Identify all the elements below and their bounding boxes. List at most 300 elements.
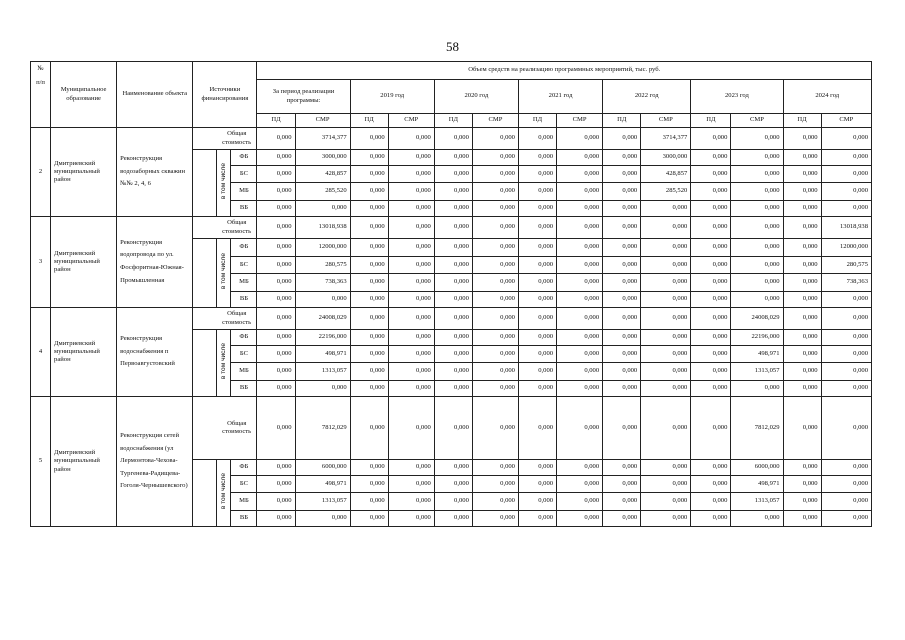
smr-value: 0,000 [557, 292, 603, 308]
smr-value: 1313,057 [731, 493, 783, 511]
smr-value: 0,000 [472, 493, 518, 511]
smr-value: 13018,938 [821, 217, 871, 239]
smr-value: 0,000 [472, 308, 518, 330]
pd-value: 0,000 [603, 257, 641, 274]
pd-value: 0,000 [434, 257, 472, 274]
smr-value: 0,000 [388, 217, 434, 239]
pd-value: 0,000 [350, 274, 388, 292]
smr-value: 0,000 [388, 292, 434, 308]
smr-value: 0,000 [388, 183, 434, 201]
smr-value: 0,000 [731, 274, 783, 292]
object-header: Наименование объекта [117, 62, 193, 128]
pd-value: 0,000 [691, 166, 731, 183]
pd-value: 0,000 [603, 511, 641, 527]
funding-table [30, 61, 872, 527]
pd-value: 0,000 [518, 476, 556, 493]
smr-value: 0,000 [388, 201, 434, 217]
pd-value: 0,000 [518, 346, 556, 363]
pd-value: 0,000 [518, 217, 556, 239]
pd-value: 0,000 [691, 381, 731, 397]
pd-value: 0,000 [518, 460, 556, 476]
pd-value: 0,000 [691, 217, 731, 239]
pd-value: 0,000 [783, 397, 821, 460]
smr-value: 0,000 [472, 397, 518, 460]
num-symbol: № [37, 65, 44, 72]
pd-value: 0,000 [783, 308, 821, 330]
pd-value: 0,000 [257, 150, 295, 166]
source-code: ВБ [231, 201, 257, 217]
smr-value: 7812,029 [295, 397, 350, 460]
total-row [31, 128, 872, 150]
pd-value: 0,000 [783, 330, 821, 346]
pd-value: 0,000 [434, 201, 472, 217]
smr-value: 280,575 [295, 257, 350, 274]
source-code: ВБ [231, 511, 257, 527]
pd-value: 0,000 [691, 460, 731, 476]
smr-value: 498,971 [295, 476, 350, 493]
source-blank [193, 330, 217, 397]
smr-value: 0,000 [557, 166, 603, 183]
smr-header: СМР [821, 114, 871, 128]
pd-value: 0,000 [350, 381, 388, 397]
pd-value: 0,000 [257, 308, 295, 330]
pd-value: 0,000 [603, 128, 641, 150]
pd-value: 0,000 [783, 460, 821, 476]
smr-value: 0,000 [472, 183, 518, 201]
page-number: 58 [446, 39, 459, 54]
total-row [31, 217, 872, 239]
smr-value: 0,000 [472, 511, 518, 527]
year-header: 2023 год [691, 80, 783, 114]
source-code: МБ [231, 363, 257, 381]
pd-value: 0,000 [257, 257, 295, 274]
smr-value: 0,000 [731, 511, 783, 527]
source-blank [193, 397, 217, 460]
including-label: в том числе [219, 473, 227, 510]
pd-value: 0,000 [783, 239, 821, 257]
pd-value: 0,000 [257, 239, 295, 257]
smr-value: 0,000 [388, 493, 434, 511]
smr-value: 24008,029 [731, 308, 783, 330]
pd-value: 0,000 [691, 346, 731, 363]
smr-value: 0,000 [557, 493, 603, 511]
pd-value: 0,000 [783, 363, 821, 381]
smr-value: 0,000 [641, 476, 691, 493]
smr-value: 0,000 [472, 166, 518, 183]
municipality-cell: Дмитриевский муниципальный район [51, 217, 117, 308]
total-row [31, 308, 872, 330]
smr-value: 0,000 [472, 150, 518, 166]
row-number: 2 [31, 128, 51, 217]
pd-value: 0,000 [257, 183, 295, 201]
smr-value: 0,000 [821, 183, 871, 201]
including-label: в том числе [219, 343, 227, 380]
smr-header: СМР [388, 114, 434, 128]
header-row-1 [31, 62, 872, 80]
pd-value: 0,000 [603, 493, 641, 511]
pd-value: 0,000 [518, 239, 556, 257]
num-header [31, 62, 51, 128]
smr-value: 22196,000 [295, 330, 350, 346]
smr-value: 0,000 [557, 346, 603, 363]
pd-value: 0,000 [691, 476, 731, 493]
pd-value: 0,000 [257, 460, 295, 476]
smr-value: 0,000 [821, 511, 871, 527]
pd-value: 0,000 [691, 239, 731, 257]
smr-value: 0,000 [388, 308, 434, 330]
pd-header: ПД [603, 114, 641, 128]
pd-value: 0,000 [350, 201, 388, 217]
smr-value: 0,000 [388, 363, 434, 381]
total-label: Общая стоимость [217, 217, 257, 239]
smr-value: 0,000 [472, 460, 518, 476]
pd-value: 0,000 [603, 292, 641, 308]
smr-value: 6000,000 [295, 460, 350, 476]
smr-value: 12000,000 [821, 239, 871, 257]
smr-value: 0,000 [472, 257, 518, 274]
smr-value: 0,000 [388, 397, 434, 460]
pd-value: 0,000 [350, 397, 388, 460]
pd-value: 0,000 [603, 201, 641, 217]
pd-value: 0,000 [518, 183, 556, 201]
smr-value: 0,000 [557, 330, 603, 346]
source-header: Источники финансирования [193, 62, 257, 128]
pd-value: 0,000 [434, 150, 472, 166]
smr-value: 0,000 [641, 308, 691, 330]
pd-value: 0,000 [518, 166, 556, 183]
pd-value: 0,000 [518, 274, 556, 292]
smr-value: 0,000 [388, 128, 434, 150]
pd-value: 0,000 [603, 381, 641, 397]
pd-value: 0,000 [350, 460, 388, 476]
smr-value: 498,971 [731, 476, 783, 493]
pd-header: ПД [434, 114, 472, 128]
year-header: 2019 год [350, 80, 434, 114]
pd-value: 0,000 [257, 511, 295, 527]
smr-value: 0,000 [557, 183, 603, 201]
pd-value: 0,000 [518, 150, 556, 166]
smr-value: 0,000 [821, 381, 871, 397]
smr-value: 0,000 [295, 201, 350, 217]
smr-value: 0,000 [388, 257, 434, 274]
pd-value: 0,000 [691, 257, 731, 274]
pd-value: 0,000 [518, 257, 556, 274]
pd-value: 0,000 [350, 330, 388, 346]
period-total-header: За период реализации программы: [257, 80, 350, 114]
source-code: БС [231, 166, 257, 183]
smr-value: 0,000 [821, 330, 871, 346]
smr-header: СМР [731, 114, 783, 128]
pd-value: 0,000 [783, 150, 821, 166]
smr-value: 0,000 [641, 493, 691, 511]
municipality-cell: Дмитриевский муниципальный район [51, 128, 117, 217]
pd-value: 0,000 [603, 183, 641, 201]
pd-header: ПД [518, 114, 556, 128]
pd-value: 0,000 [257, 346, 295, 363]
year-header: 2022 год [603, 80, 691, 114]
pd-value: 0,000 [350, 493, 388, 511]
year-header: 2024 год [783, 80, 871, 114]
smr-value: 0,000 [388, 166, 434, 183]
pd-value: 0,000 [434, 308, 472, 330]
smr-value: 285,520 [641, 183, 691, 201]
smr-value: 498,971 [731, 346, 783, 363]
pd-value: 0,000 [350, 217, 388, 239]
smr-value: 3000,000 [641, 150, 691, 166]
smr-value: 0,000 [557, 150, 603, 166]
pd-header: ПД [257, 114, 295, 128]
total-label: Общая стоимость [217, 308, 257, 330]
smr-value: 0,000 [641, 460, 691, 476]
smr-value: 0,000 [472, 363, 518, 381]
object-cell: Реконструкция сетей водоснабжения (ул Лермонтова-Чехова-Тургенева-Радищева-Гоголя-Чернышевского) [117, 397, 193, 527]
pd-value: 0,000 [257, 128, 295, 150]
smr-value: 22196,000 [731, 330, 783, 346]
row-number: 3 [31, 217, 51, 308]
pd-value: 0,000 [434, 476, 472, 493]
smr-value: 428,857 [641, 166, 691, 183]
pd-value: 0,000 [691, 150, 731, 166]
pd-value: 0,000 [518, 381, 556, 397]
smr-value: 738,363 [295, 274, 350, 292]
pd-value: 0,000 [518, 511, 556, 527]
smr-header: СМР [472, 114, 518, 128]
smr-value: 0,000 [641, 363, 691, 381]
source-code: МБ [231, 274, 257, 292]
smr-value: 0,000 [821, 201, 871, 217]
pd-value: 0,000 [783, 257, 821, 274]
pd-value: 0,000 [691, 292, 731, 308]
smr-value: 0,000 [731, 381, 783, 397]
pd-value: 0,000 [434, 128, 472, 150]
pd-value: 0,000 [603, 217, 641, 239]
smr-value: 24008,029 [295, 308, 350, 330]
total-row [31, 397, 872, 460]
smr-value: 0,000 [388, 330, 434, 346]
smr-value: 0,000 [641, 201, 691, 217]
source-code: ФБ [231, 239, 257, 257]
pd-value: 0,000 [257, 363, 295, 381]
total-label: Общая стоимость [217, 128, 257, 150]
smr-value: 0,000 [641, 292, 691, 308]
smr-value: 0,000 [557, 476, 603, 493]
pd-value: 0,000 [603, 363, 641, 381]
smr-value: 13018,938 [295, 217, 350, 239]
pd-value: 0,000 [257, 274, 295, 292]
year-header: 2020 год [434, 80, 518, 114]
smr-value: 0,000 [472, 292, 518, 308]
pd-value: 0,000 [518, 363, 556, 381]
pd-value: 0,000 [691, 330, 731, 346]
smr-value: 285,520 [295, 183, 350, 201]
pd-value: 0,000 [257, 292, 295, 308]
smr-value: 7812,029 [731, 397, 783, 460]
smr-value: 0,000 [641, 381, 691, 397]
smr-value: 0,000 [557, 257, 603, 274]
smr-value: 498,971 [295, 346, 350, 363]
smr-value: 0,000 [821, 292, 871, 308]
smr-value: 0,000 [641, 511, 691, 527]
smr-value: 0,000 [641, 239, 691, 257]
smr-value: 0,000 [388, 346, 434, 363]
row-number: 5 [31, 397, 51, 527]
funds-header: Объем средств на реализацию программных мероприятий, тыс. руб. [257, 62, 872, 80]
smr-value: 0,000 [557, 128, 603, 150]
pd-value: 0,000 [783, 381, 821, 397]
including-label: в том числе [219, 253, 227, 290]
pd-value: 0,000 [434, 381, 472, 397]
source-blank [193, 239, 217, 308]
pd-value: 0,000 [691, 397, 731, 460]
including-label: в том числе [219, 163, 227, 200]
including-cell [217, 460, 231, 527]
smr-header: СМР [641, 114, 691, 128]
pd-value: 0,000 [603, 274, 641, 292]
smr-value: 0,000 [731, 257, 783, 274]
smr-value: 0,000 [295, 381, 350, 397]
smr-value: 280,575 [821, 257, 871, 274]
pd-value: 0,000 [350, 239, 388, 257]
smr-value: 0,000 [641, 257, 691, 274]
smr-value: 0,000 [472, 274, 518, 292]
smr-value: 0,000 [472, 381, 518, 397]
num-sub: п/п [36, 79, 45, 87]
smr-value: 0,000 [557, 239, 603, 257]
including-cell [217, 330, 231, 397]
smr-value: 0,000 [821, 150, 871, 166]
pd-value: 0,000 [257, 493, 295, 511]
total-label: Общая стоимость [217, 397, 257, 460]
pd-value: 0,000 [434, 274, 472, 292]
source-code: БС [231, 476, 257, 493]
smr-header: СМР [295, 114, 350, 128]
source-blank [193, 308, 217, 330]
source-blank [193, 128, 217, 150]
pd-value: 0,000 [350, 128, 388, 150]
pd-header: ПД [691, 114, 731, 128]
pd-value: 0,000 [691, 363, 731, 381]
smr-value: 0,000 [472, 201, 518, 217]
source-blank [193, 217, 217, 239]
pd-header: ПД [783, 114, 821, 128]
source-code: МБ [231, 183, 257, 201]
smr-value: 0,000 [388, 150, 434, 166]
smr-value: 0,000 [557, 217, 603, 239]
row-number: 4 [31, 308, 51, 397]
smr-value: 0,000 [731, 217, 783, 239]
pd-value: 0,000 [434, 460, 472, 476]
object-cell: Реконструкция водоснабжения п Первоавгустовский [117, 308, 193, 397]
smr-value: 0,000 [388, 274, 434, 292]
pd-value: 0,000 [603, 166, 641, 183]
smr-value: 1313,057 [731, 363, 783, 381]
pd-value: 0,000 [350, 363, 388, 381]
smr-value: 0,000 [472, 346, 518, 363]
pd-value: 0,000 [257, 381, 295, 397]
pd-value: 0,000 [518, 493, 556, 511]
smr-value: 0,000 [641, 330, 691, 346]
municipality-cell: Дмитриевский муниципальный район [51, 397, 117, 527]
pd-value: 0,000 [518, 292, 556, 308]
smr-value: 0,000 [641, 346, 691, 363]
pd-value: 0,000 [434, 183, 472, 201]
pd-value: 0,000 [783, 292, 821, 308]
smr-value: 0,000 [821, 363, 871, 381]
pd-value: 0,000 [783, 476, 821, 493]
pd-value: 0,000 [691, 511, 731, 527]
pd-value: 0,000 [518, 397, 556, 460]
smr-value: 0,000 [821, 460, 871, 476]
pd-value: 0,000 [783, 128, 821, 150]
pd-value: 0,000 [783, 511, 821, 527]
smr-value: 0,000 [472, 239, 518, 257]
pd-value: 0,000 [434, 239, 472, 257]
smr-value: 0,000 [557, 363, 603, 381]
smr-value: 0,000 [557, 397, 603, 460]
smr-value: 0,000 [821, 166, 871, 183]
smr-value: 3714,377 [641, 128, 691, 150]
pd-value: 0,000 [603, 476, 641, 493]
smr-value: 0,000 [641, 397, 691, 460]
source-code: ФБ [231, 460, 257, 476]
smr-value: 0,000 [821, 397, 871, 460]
pd-value: 0,000 [257, 397, 295, 460]
including-cell [217, 239, 231, 308]
source-blank [193, 150, 217, 217]
pd-value: 0,000 [434, 511, 472, 527]
pd-value: 0,000 [518, 330, 556, 346]
object-cell: Реконструкция водопровода по ул. Фосфоритная-Южная-Промышленная [117, 217, 193, 308]
source-blank [193, 460, 217, 527]
smr-value: 0,000 [821, 476, 871, 493]
pd-value: 0,000 [691, 201, 731, 217]
pd-value: 0,000 [603, 308, 641, 330]
smr-value: 0,000 [472, 128, 518, 150]
pd-value: 0,000 [783, 217, 821, 239]
pd-value: 0,000 [783, 201, 821, 217]
pd-value: 0,000 [603, 397, 641, 460]
smr-value: 0,000 [388, 239, 434, 257]
smr-value: 0,000 [295, 292, 350, 308]
smr-value: 0,000 [295, 511, 350, 527]
smr-value: 0,000 [557, 308, 603, 330]
smr-value: 0,000 [557, 460, 603, 476]
smr-value: 3714,377 [295, 128, 350, 150]
smr-value: 0,000 [731, 183, 783, 201]
pd-value: 0,000 [691, 274, 731, 292]
pd-header: ПД [350, 114, 388, 128]
pd-value: 0,000 [434, 363, 472, 381]
pd-value: 0,000 [350, 166, 388, 183]
pd-value: 0,000 [350, 292, 388, 308]
pd-value: 0,000 [434, 166, 472, 183]
pd-value: 0,000 [691, 493, 731, 511]
smr-value: 0,000 [731, 166, 783, 183]
including-cell [217, 150, 231, 217]
smr-value: 12000,000 [295, 239, 350, 257]
smr-value: 0,000 [388, 460, 434, 476]
pd-value: 0,000 [434, 397, 472, 460]
smr-value: 0,000 [557, 201, 603, 217]
smr-value: 0,000 [472, 476, 518, 493]
smr-value: 3000,000 [295, 150, 350, 166]
pd-value: 0,000 [350, 476, 388, 493]
pd-value: 0,000 [257, 217, 295, 239]
smr-value: 0,000 [641, 217, 691, 239]
municipality-header: Муниципальное образование [51, 62, 117, 128]
source-code: ВБ [231, 381, 257, 397]
smr-value: 0,000 [731, 128, 783, 150]
